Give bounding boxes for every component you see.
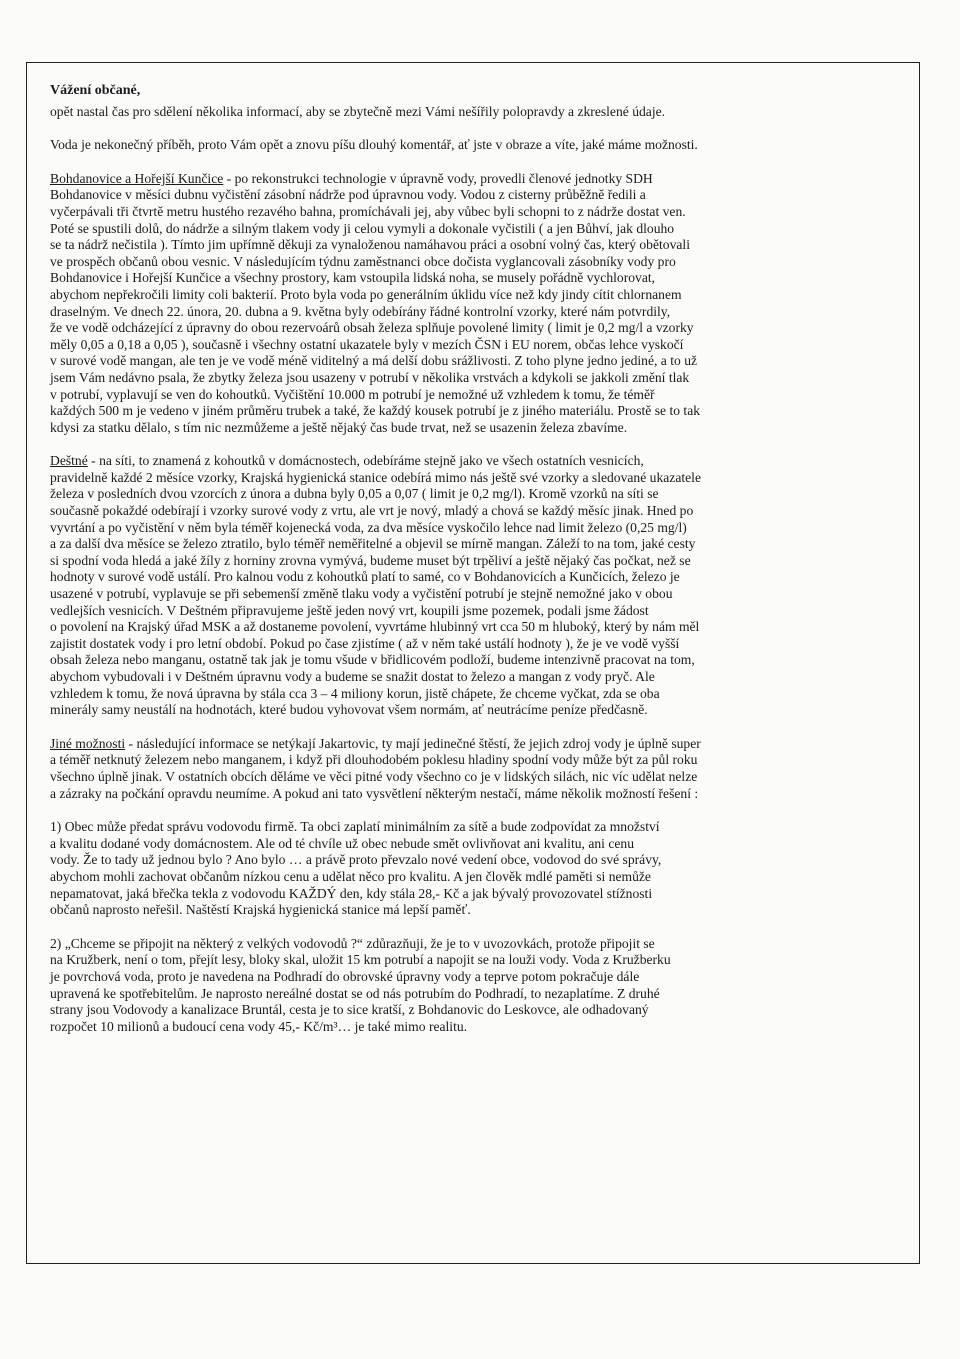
section-line xyxy=(50,270,895,287)
section-line xyxy=(50,752,895,769)
section-line xyxy=(50,603,895,620)
section-line xyxy=(50,254,895,271)
section-line xyxy=(50,652,895,669)
letter-options xyxy=(50,819,895,1035)
option-line: nepamatovat, jaká břečka tekla z vodovodu KAŽDÝ den, kdy stála 28,- Kč a jak bývalý provozovatel stížnosti xyxy=(50,885,653,901)
section-text: Poté se spustili dolů, do nádrže a silným tlakem vody ji celou vymyli a dokonale vyčistili ( a jen Bůhví, jak dlouho xyxy=(50,220,675,236)
section-line xyxy=(50,470,895,487)
section-text: - po rekonstrukci technologie v úpravně vody, provedli členové jednotky SDH xyxy=(223,170,653,186)
section-line xyxy=(50,769,895,786)
greeting: Vážení občané, xyxy=(50,83,141,98)
section-text: a téměř netknutý železem nebo manganem, i když při dlouhodobém poklesu hladiny spodní vody může být za půl roku xyxy=(50,752,698,768)
section-text: zajistit dostatek vody i pro letní období. Pokud po čase zjistíme ( až v něm také ustálí hodnoty ), že je ve vodě vyšší xyxy=(50,635,680,651)
section-text: železa v posledních dvou vzorcích z února a dubna byly 0,05 a 0,07 ( limit je 0,2 mg/l). Kromě vzorků na síti se xyxy=(50,486,659,502)
section-text: minerály samy neustálí na hodnotách, které budou vyhovovat všem normám, ať neutrácíme peníze předčasně. xyxy=(50,702,648,718)
section-text: se ta nádrž nečistila ). Tímto jim upřímně děkuji za vynaloženou namáhavou práci a osobní volný čas, který obětovali xyxy=(50,237,690,253)
section-text: vyčerpávali tři čtvrtě metru hustého rezavého bahna, promíchávali jej, aby vůbec byli schopni to z nádrže dostat ven. xyxy=(50,203,686,219)
section-0 xyxy=(50,171,895,437)
option-line: upravená ke spotřebitelům. Je naprosto nereálné dostat se od nás potrubím do Podhradí, to nezaplatíme. Z druhé xyxy=(50,985,660,1001)
section-line xyxy=(50,736,895,753)
section-line xyxy=(50,320,895,337)
section-line xyxy=(50,686,895,703)
section-line xyxy=(50,520,895,537)
option-line: 2) „Chceme se připojit na některý z velkých vodovodů ?“ zdůrazňuji, že je to v uvozovkách, protože připojit se xyxy=(50,935,655,951)
section-line xyxy=(50,304,895,321)
section-text: že ve vodě odcházející z úpravny do obou rezervoárů obsah železa splňuje povolené limity ( limit je 0,2 mg/l a vzorky xyxy=(50,320,694,336)
section-line xyxy=(50,486,895,503)
section-line xyxy=(50,370,895,387)
option-line: abychom mohli zachovat občanům nízkou cenu a udělat něco pro kvalitu. A jen člověk mdlé paměti si nemůže xyxy=(50,868,651,884)
section-text: o povolení na Krajský úřad MSK a až dostaneme povolení, vyvrtáme hlubinný vrt cca 50 m hluboký, který by nám měl xyxy=(50,619,700,635)
section-line xyxy=(50,353,895,370)
section-text: a za další dva měsíce se železo ztratilo, bylo téměř neměřitelné a objevil se mírně mangan. Záleží to na tom, jaké cesty xyxy=(50,536,696,552)
section-2 xyxy=(50,736,895,802)
section-text: jsem Vám nedávno psala, že zbytky železa jsou usazeny v potrubí v několika vrstvách a kdykoli se jakkoli změní tlak xyxy=(50,369,690,385)
section-heading: Deštné xyxy=(50,453,88,469)
intro-paragraph: opět nastal čas pro sdělení několika informací, aby se zbytečně mezi Vámi nešířily polopravdy a zkreslené údaje. xyxy=(50,103,666,119)
section-line xyxy=(50,387,895,404)
section-text: - následující informace se netýkají Jakartovic, ty mají jedinečné štěstí, že jejich zdroj vody je úplně super xyxy=(125,735,701,751)
section-text: Bohdanovice v měsíci dubnu vyčistění zásobní nádrže pod úpravnou vody. Vodou z cisterny průběžně ředili a xyxy=(50,187,646,203)
letter-frame xyxy=(26,62,920,1264)
section-text: měly 0,05 a 0,18 a 0,05 ), současně i všechny ostatní ukazatele byly v mezích ČSN i EU norem, občas lehce vyskočí xyxy=(50,336,684,352)
section-line xyxy=(50,636,895,653)
section-text: hodnoty v surové vodě ustálí. Pro kalnou vodu z kohoutků platí to samé, co v Bohdanovicích a Kunčicích, železo je xyxy=(50,569,680,585)
section-line xyxy=(50,503,895,520)
section-text: v potrubí, vyplavují se ven do kohoutků. Vyčištění 10.000 m potrubí je nemožné už vzhledem k tomu, že téměř xyxy=(50,386,655,402)
option-line: vody. Že to tady už jednou bylo ? Ano bylo … a právě proto převzalo nové vedení obce, vodovod do své správy, xyxy=(50,852,662,868)
section-line xyxy=(50,536,895,553)
section-line xyxy=(50,287,895,304)
section-line xyxy=(50,204,895,221)
section-1 xyxy=(50,453,895,719)
section-text: a zázraky na počkání opravdu neumíme. A pokud ani tato vysvětlení některým nestačí, máme několik možností řešení : xyxy=(50,785,699,801)
option-line: a kvalitu dodané vody domácnostem. Ale od té chvíle už obec nebude smět ovlivňovat ani kvalitu, ani cenu xyxy=(50,835,634,851)
option-line: je povrchová voda, proto je navedena na Podhradí do obrovské úpravny vody a teprve potom pokračuje dále xyxy=(50,968,640,984)
section-line xyxy=(50,702,895,719)
option-2 xyxy=(50,936,895,1036)
section-text: vzhledem k tomu, že nová úpravna by stála cca 3 – 4 miliony korun, jistě chápete, že chceme vyčkat, zda se oba xyxy=(50,685,660,701)
section-text: draselným. Ve dnech 22. února, 20. dubna a 9. května byly odebírány řádné kontrolní vzorky, které nám potvrdily, xyxy=(50,303,671,319)
section-heading: Bohdanovice a Hořejší Kunčice xyxy=(50,170,224,186)
option-line: na Kružberk, není o tom, přejít lesy, bloky skal, uložit 15 km potrubí a napojit se na louži vody. Voda z Kružberku xyxy=(50,952,671,968)
section-text: vyvrtání a po vyčistění v něm byla téměř kojenecká voda, za dva měsíce vyskočilo lehce nad limit železo (0,25 mg/l) xyxy=(50,519,687,535)
option-line: strany jsou Vodovody a kanalizace Bruntál, cesta je to sice kratší, z Bohdanovic do Leskovce, ale odhadovaný xyxy=(50,1002,649,1018)
section-heading: Jiné možnosti xyxy=(50,735,126,751)
section-text: abychom vybudovali i v Deštném úpravnu vody a budeme se snažit dostat to železo a mangan z vody pryč. Ale xyxy=(50,669,655,684)
section-line xyxy=(50,569,895,586)
section-line xyxy=(50,420,895,437)
section-line xyxy=(50,553,895,570)
section-text: - na síti, to znamená z kohoutků v domácnostech, odebíráme stejně jako ve všech ostatních vesnicích, xyxy=(87,453,644,469)
section-text: obsah železa nebo manganu, ostatně tak jak je tomu všude v břidlicovém podloží, budeme intenzivně pracovat na tom, xyxy=(50,652,695,668)
option-1 xyxy=(50,819,895,919)
section-text: v surové vodě mangan, ale ten je ve vodě méně viditelný a má delší dobu srážlivosti. Z toho plyne jedno jediné, a to už xyxy=(50,353,698,369)
section-line xyxy=(50,453,895,470)
section-line xyxy=(50,403,895,420)
section-line xyxy=(50,171,895,188)
option-line: 1) Obec může předat správu vodovodu firmě. Ta obci zaplatí minimálním za sítě a bude zodpovídat za množství xyxy=(50,819,660,835)
section-text: pravidelně každé 2 měsíce vzorky, Krajská hygienická stanice odebírá mimo nás ještě své vzorky a sledované ukazatele xyxy=(50,469,701,485)
section-line xyxy=(50,337,895,354)
section-text: ve prospěch občanů obou vesnic. V následujícím týdnu zaměstnanci obce dočista vyglancovali zásobníky vody pro xyxy=(50,253,676,269)
section-line xyxy=(50,586,895,603)
section-text: současně pokaždé odebírají i vzorky surové vody z vrtu, ale vrt je nový, mladý a chová se každý měsíc jinak. Hned po xyxy=(50,503,694,519)
section-text: každých 500 m je vedeno v jiném průměru trubek a také, že každý kousek potrubí je z jiného materiálu. Prostě se to tak xyxy=(50,403,701,419)
section-line xyxy=(50,221,895,238)
section-line xyxy=(50,786,895,803)
section-line xyxy=(50,187,895,204)
letter-sections xyxy=(50,171,895,819)
section-line xyxy=(50,669,895,686)
section-text: vedlejších vesnicích. V Deštném připravujeme ještě jeden nový vrt, koupili jsme pozemek, podali jsme žádost xyxy=(50,602,649,618)
section-line xyxy=(50,619,895,636)
section-text: si spodní voda hledá a jaké žíly z horniny zrovna vymývá, budeme muset být trpěliví a ještě nějaký čas počkat, než se xyxy=(50,552,691,568)
section-text: usazené v potrubí, vyplavuje se při sebemenší změně tlaku vody a vyčistění potrubí je stejně nemožné jako v obou xyxy=(50,586,673,602)
option-line: občanů naprosto neřešil. Naštěstí Krajská hygienická stanice má lepší paměť. xyxy=(50,902,471,918)
section-text: všechno úplně jinak. V ostatních obcích děláme ve věci pitné vody všechno co je v lidských silách, nic víc udělat nelze xyxy=(50,768,698,784)
intro-paragraph-2: Voda je nekonečný příběh, proto Vám opět a znovu píšu dlouhý komentář, ať jste v obraze a víte, jaké máme možnosti. xyxy=(50,137,698,153)
section-text: abychom nepřekročili limity coli bakterií. Proto byla voda po generálním úklidu více než kdy jindy cítit chlornanem xyxy=(50,286,682,302)
section-text: Bohdanovice i Hořejší Kunčice a všechny prostory, kam vstoupila lidská noha, se musely pořádně vychlorovat, xyxy=(50,270,656,286)
section-line xyxy=(50,237,895,254)
section-text: kdysi za statku dělalo, s tím nic nezmůžeme a ještě nějaký čas bude trvat, než se usazenin železa zbavíme. xyxy=(50,419,628,435)
option-line: rozpočet 10 milionů a budoucí cena vody 45,- Kč/m³… je také mimo realitu. xyxy=(50,1018,468,1034)
